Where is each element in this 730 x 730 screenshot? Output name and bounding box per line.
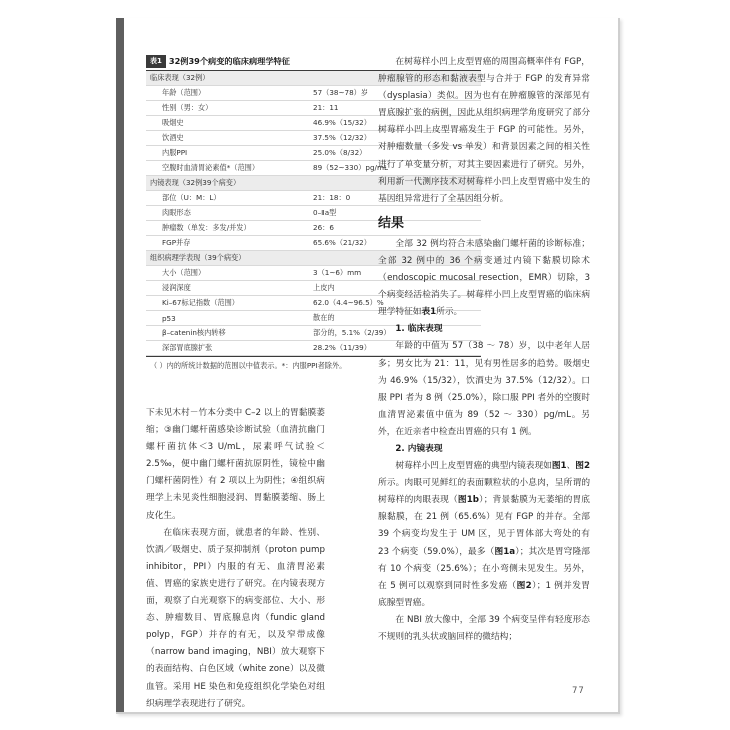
table-row-value: 21：11 — [313, 103, 339, 112]
table-row-label: FGP并存 — [162, 238, 191, 247]
table-row-label: β–catenin核内转移 — [162, 328, 226, 337]
paragraph: 在 NBI 放大像中，全部 39 个病变呈伴有轻度形态不规则的乳头状或脑回样的微结构； — [378, 614, 590, 642]
text-run: 全部 32 例均符合未感染幽门螺杆菌的诊断标准；全部 32 例中的 36 个病变通过内镜下黏膜切除术（endoscopic mucosal resection，EMR）切除，3 个病变经活检消失了。树莓样小凹上皮型胃癌的临床病理学特征如 — [378, 238, 590, 318]
paragraph: 在临床表现方面，就患者的年龄、性别、饮酒／吸烟史、质子泵抑制剂（proton pump inhibitor，PPI）内服的有无、血清胃泌素值、胃癌的家族史进行了研究。在内镜表现方面，观察了白光观察下的病变部位、大小、形态、肿瘤数目、胃底腺息肉（fundic gland polyp，FGP）并存的有无，以及窄带成像（narrow band imaging，NBI）放大观察下的表面结构、白色区域（white zone）以及微血管。采用 HE 染色和免疫组织化学染色对组织病理学表现进行了研究。 — [146, 527, 325, 709]
table-row-value: 25.0%（8/32） — [313, 148, 367, 157]
table-reference: 表1 — [421, 307, 437, 318]
figure-reference: 图1b — [457, 495, 479, 506]
paragraph — [378, 236, 590, 321]
text-run: ）；其次是胃穹隆部有 10 个病变（25.6%）；在小弯侧未见发生。另外，在 5 例可以观察到同时性多发癌（ — [378, 546, 590, 591]
table-row-label: 临床表现（32例） — [150, 73, 210, 82]
left-text-column — [146, 405, 325, 713]
table-row-label: 吸烟史 — [162, 118, 184, 127]
text-run: 树莓样小凹上皮型胃癌的典型内镜表现如 — [395, 461, 552, 472]
table-row-value: 62.0（4.4~96.5）% — [313, 298, 384, 307]
figure-reference: 图2 — [516, 580, 532, 591]
table-row-value: 57（38~78）岁 — [313, 88, 369, 97]
table-row-label: 内镜表现（32例39个病变） — [150, 178, 241, 187]
table-row-value: 0–Ⅱa型 — [313, 208, 337, 217]
table-row-label: Ki–67标记指数（范围） — [162, 298, 239, 307]
table-row-label: 肿瘤数（单发：多发/并发） — [162, 223, 251, 232]
paragraph: 年龄的中值为 57（38 ～ 78）岁，以中老年人居多；男女比为 21：11，见有男性居多的趋势。吸烟史为 46.9%（15/32），饮酒史为 37.5%（12/32）。口服 PPI 者为 8 例（25.0%），除口服 PPI 者外的空腹时血清胃泌素值中值为 89（52 ～ 330）pg/mL。另外，在近亲者中检查出胃癌的只有 1 例。 — [378, 341, 590, 437]
table-row-label: 部位（U：M：L） — [162, 193, 221, 202]
table-row-label: 性别（男：女） — [162, 103, 213, 112]
text-run: 所示。肉眼可见鲜红的表面颗粒状的小息肉，呈所谓的树莓样的肉眼表现（ — [378, 478, 590, 506]
table-row-label: 深部胃底腺扩张 — [162, 343, 213, 352]
table-row-value: 89（52~330）pg/mL — [313, 163, 388, 172]
table-note: （ ）内的所统计数据的范围以中值表示。*：内服PPI者除外。 — [150, 361, 347, 370]
table-row-value: 部分的，5.1%（2/39） — [313, 328, 391, 337]
figure-reference: 图2 — [575, 461, 591, 472]
table-row-value: 46.9%（15/32） — [313, 118, 371, 127]
text-run: ）；背景黏膜为无萎缩的胃底腺黏膜，在 21 例（65.6%）见有 FGP 的并存。全部 39 个病变均发生于 UM 区，见于胃体部大弯处的有 23 个病变（59.0%），最多（ — [378, 495, 590, 557]
table-row-value: 上皮内 — [313, 283, 335, 292]
paragraph — [378, 458, 590, 612]
right-text-column — [378, 54, 590, 646]
text-run: 、 — [566, 461, 576, 472]
page-number: 77 — [572, 686, 585, 696]
table-row-value: 65.6%（21/32） — [313, 238, 371, 247]
clinical-subheading: 1. 临床表现 — [395, 324, 443, 335]
text-run: ）；1 例并发胃底腺型胃癌。 — [378, 580, 590, 608]
table-row-label: 组织病理学表现（39个病变） — [150, 253, 246, 262]
paragraph: 下未见木村－竹本分类中 C–2 以上的胃黏膜萎缩；③幽门螺杆菌感染诊断试验（血清抗幽门螺杆菌抗体＜3 U/mL，尿素呼气试验＜2.5‰，便中幽门螺杆菌抗原阴性，镜检中幽门螺杆菌阴性）有 2 项以上为阴性；④组织病理学上未见炎性细胞浸润、胃黏膜萎缩、肠上皮化生。 — [146, 408, 325, 521]
table-row-value: 26：6 — [313, 223, 334, 232]
results-heading: 结果 — [378, 215, 405, 231]
table-row-label: 年龄（范围） — [162, 88, 206, 97]
table-row-label: 大小（范围） — [162, 268, 206, 277]
table-row-value: 3（1~6）mm — [313, 268, 362, 277]
table-row-value: 散在的 — [313, 313, 335, 322]
table-title: 32例39个病变的临床病理学特征 — [168, 55, 290, 66]
table-row-label: p53 — [162, 313, 176, 323]
table-row-value: 28.2%（11/39） — [313, 343, 371, 352]
endoscopic-subheading: 2. 内镜表现 — [395, 443, 443, 454]
table-row-value: 37.5%（12/32） — [313, 133, 371, 142]
table-row-label: 浸润深度 — [162, 283, 191, 292]
page-side-stripe — [116, 18, 124, 712]
table-row-value: 21：18：0 — [313, 193, 351, 202]
text-run: 所示。 — [436, 307, 463, 318]
figure-reference: 图1 — [551, 461, 567, 472]
paragraph: 在树莓样小凹上皮型胃癌的周围高概率伴有 FGP，肿瘤腺管的形态和黏液表型与合并于 FGP 的发育异常（dysplasia）类似。因为也有在肿瘤腺管的深部见有胃底腺扩张的病例，因此从组织病理学角度研究了部分树莓样小凹上皮型胃癌发生于 FGP 的可能性。另外，对肿瘤数量（多发 vs 单发）和背景因素之间的相关性进行了单变量分析，对其主要因素进行了研究。另外，利用新一代测序技术对树莓样小凹上皮型胃癌中发生的基因组异常进行了全基因组分析。 — [378, 57, 590, 204]
table-row-label: 空腹时血清胃泌素值*（范围） — [162, 163, 260, 172]
table-row-label: 肉眼形态 — [162, 208, 191, 217]
table-row-label: 内服PPI — [162, 148, 188, 157]
table-row-label: 饮酒史 — [162, 133, 184, 142]
table-tag: 表1 — [146, 55, 166, 68]
document-page — [116, 18, 620, 714]
figure-reference: 图1a — [494, 546, 516, 557]
